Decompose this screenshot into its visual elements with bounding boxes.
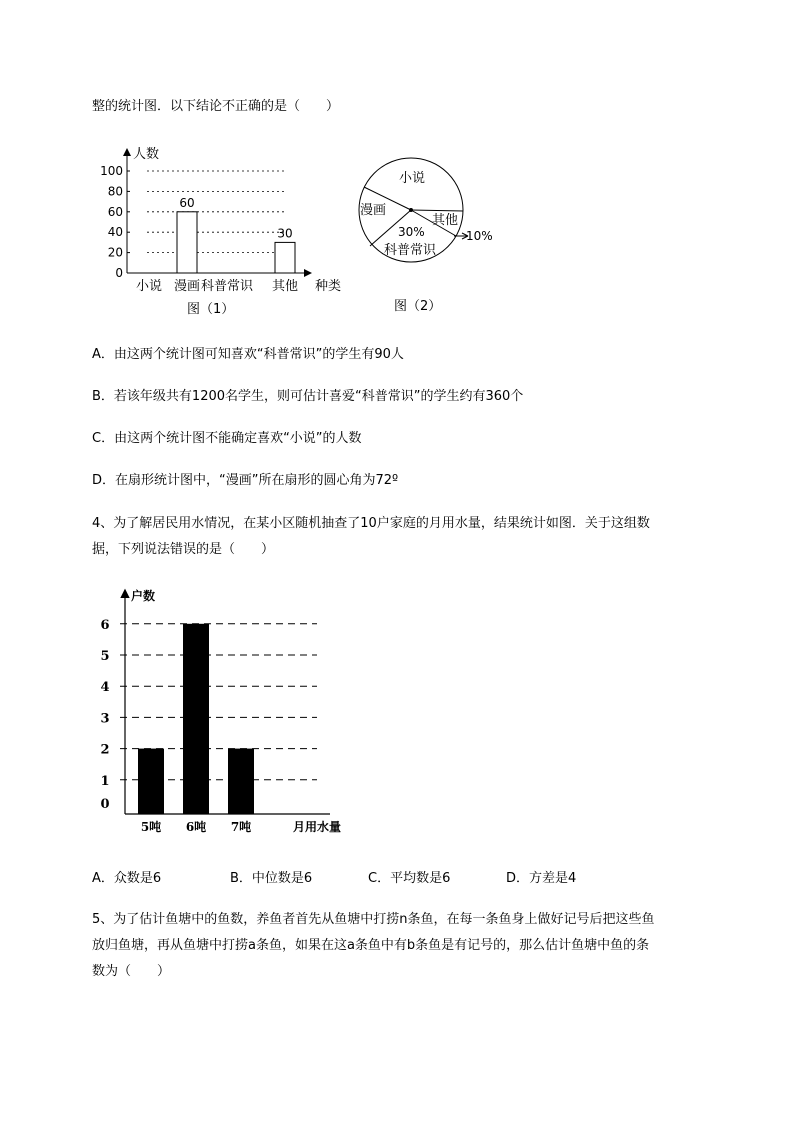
y-axis-label: 人数 [133,147,160,162]
q3-option-d: D．在扇形统计图中，“漫画”所在扇形的圆心角为72º [92,473,399,488]
x-tick-label: 6吨 [185,820,207,834]
bar [275,242,295,273]
y-tick-label: 60 [107,204,123,219]
y-tick-label: 1 [100,773,110,789]
q3-option-c: C．由这两个统计图不能确定喜欢“小说”的人数 [92,431,362,446]
x-tick-label: 漫画 [173,279,201,294]
data-label: 30 [277,226,293,241]
question-5-line-2: 放归鱼塘，再从鱼塘中打捞a条鱼，如果在这a条鱼中有b条鱼是有记号的，那么估计鱼塘中鱼的条 [92,938,650,953]
y-axis-label: 户数 [131,589,156,603]
y-tick-label: 4 [100,680,110,696]
q4-options [92,869,712,889]
y-tick-label: 40 [107,225,123,240]
pie-label-science: 科普常识 [384,243,437,258]
x-tick-label: 5吨 [140,820,162,834]
x-tick-label: 7吨 [230,820,252,834]
q4-option-d: D．方差是4 [506,871,577,886]
data-label: 60 [179,195,195,210]
y-tick-label: 2 [100,742,110,758]
y-tick-label: 6 [100,617,110,633]
question-3-tail: 整的统计图．以下结论不正确的是（ ） [92,99,340,114]
x-axis-label: 种类 [315,279,342,294]
y-tick-label: 80 [107,184,123,199]
bar [183,624,209,814]
question-5-line-1: 5、为了估计鱼塘中的鱼数，养鱼者首先从鱼塘中打捞n条鱼，在每一条鱼身上做好记号后把这些鱼 [92,912,655,927]
question-5-line-3: 数为（ ） [92,964,171,979]
question-4-line-1: 4、为了解居民用水情况，在某小区随机抽查了10户家庭的月用水量，结果统计如图．关于这组数 [92,516,650,531]
y-tick-label: 100 [100,164,123,178]
q3-option-b: B．若该年级共有1200名学生，则可估计喜爱“科普常识”的学生约有360个 [92,389,524,404]
pie-label-novel: 小说 [399,171,426,186]
y-tick-label: 0 [115,266,123,280]
pie-label-comic: 漫画 [360,203,387,218]
y-tick-label: 20 [107,245,123,260]
bar [138,749,164,814]
pie-percent-science: 30% [398,225,425,239]
chart2-caption: 图（2） [394,299,442,314]
x-axis-label: 月用水量 [293,820,342,834]
q3-option-a: A．由这两个统计图可知喜欢“科普常识”的学生有90人 [92,347,404,362]
x-tick-label: 其他 [271,279,299,294]
bar [228,749,254,814]
y-tick-label: 3 [100,711,110,727]
bar-chart-1 [95,138,345,323]
pie-chart-2 [350,150,510,320]
question-4-line-2: 据，下列说法错误的是（ ） [92,542,275,557]
bar-chart-water [95,585,365,840]
y-tick-label: 0 [100,797,110,812]
pie-label-other: 其他 [432,213,459,228]
pie-percent-other: 10% [466,229,493,243]
q4-option-a: A．众数是6 [92,871,162,886]
y-tick-label: 5 [100,649,110,664]
x-tick-label: 科普常识 [200,279,254,294]
chart1-caption: 图（1） [187,302,235,317]
bar [177,212,197,273]
x-tick-label: 小说 [135,279,163,294]
q4-option-c: C．平均数是6 [368,871,451,886]
q4-option-b: B．中位数是6 [230,871,313,886]
